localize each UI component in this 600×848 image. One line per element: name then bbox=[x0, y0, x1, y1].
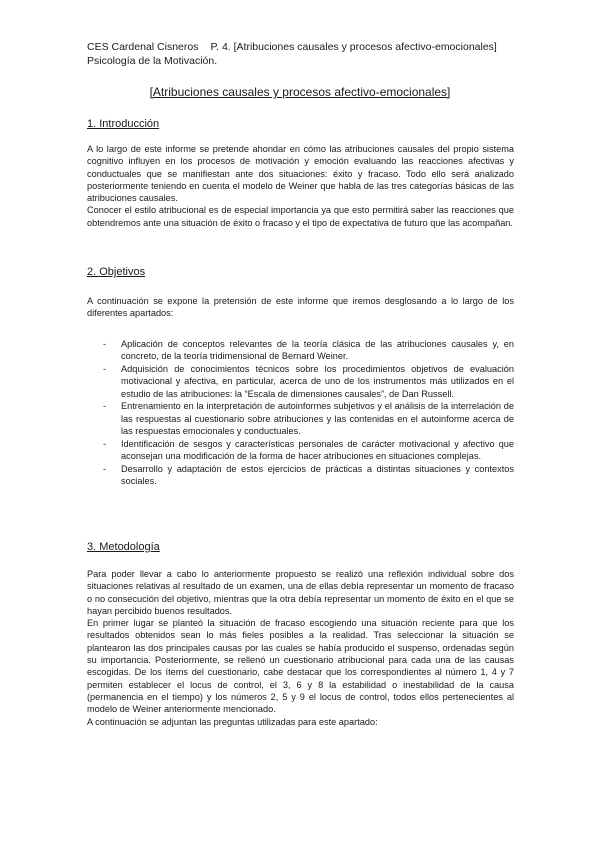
objectives-list bbox=[103, 338, 514, 488]
section-heading-methodology: 3. Metodología bbox=[87, 541, 160, 553]
methodology-paragraph-1: Para poder llevar a cabo lo anteriormente propuesto se realizó una reflexión individual sobre dos situaciones relativas al resultado de un examen, una de ellas debía representar un momento de fracaso o no consecución del objetivo, mientras que la otra debía representar un momento de éxito en el que se hayan percibido buenos resultados. bbox=[87, 569, 514, 616]
methodology-paragraph-3: A continuación se adjuntan las preguntas utilizadas para este apartado: bbox=[87, 716, 378, 727]
document-title: [Atribuciones causales y procesos afectivo-emocionales] bbox=[149, 85, 451, 99]
intro-paragraph-1-block bbox=[87, 143, 514, 229]
list-item bbox=[103, 438, 514, 463]
bullet-dash: - bbox=[103, 438, 107, 449]
section-heading-introduction: 1. Introducción bbox=[87, 118, 160, 130]
objectives-intro-block bbox=[87, 295, 514, 320]
section-objectives bbox=[87, 266, 514, 278]
bullet-dash: - bbox=[103, 401, 107, 412]
methodology-paragraph-2: En primer lugar se planteó la situación de fracaso escogiendo una situación reciente para que los resultados obtenidos sean lo más fieles posibles a la realidad. Tras seleccionar la situación se plantearon las dos principales causas por las cuales se había producido el suspenso, ordenadas según su importancia. Posteriormente, se rellenó un cuestionario atribucional para cada una de las causas escogidas. De los ítems del cuestionario, cabe destacar que los correspondientes al número 1, 4 y 7 permiten establecer el locus de control, el 3, 6 y 8 la estabilidad o inestabilidad de la causa (permanencia en el tiempo) y los números 2, 5 y 9 el locus de control, todos ellos pertenecientes al modelo de Weiner anteriormente mencionado. bbox=[87, 618, 514, 715]
list-item-text: Identificación de sesgos y características personales de carácter motivacional y afectivo que aconsejan una modificación de la forma de hacer atribuciones en situaciones complejas. bbox=[121, 438, 514, 462]
header-institution: CES Cardenal Cisneros bbox=[87, 41, 199, 53]
header-practice: P. 4. [Atribuciones causales y procesos afectivo-emocionales] bbox=[210, 41, 497, 53]
list-item bbox=[103, 338, 514, 363]
methodology-body bbox=[87, 568, 514, 728]
header-line-1 bbox=[87, 40, 497, 54]
intro-paragraph-1: A lo largo de este informe se pretende ahondar en cómo las atribuciones causales del propio sistema cognitivo influyen en los procesos de motivación y emoción evaluando las reacciones afectivas y conductuales que se manifiestan ante dos situaciones: éxito y fracaso. Todo ello será analizado posteriormente teniendo en cuenta el modelo de Weiner que habla de las tres categorías básicas de las atribuciones causales. bbox=[87, 144, 514, 204]
objectives-paragraph: A continuación se expone la pretensión de este informe que iremos desglosando a lo largo de los diferentes apartados: bbox=[87, 296, 514, 319]
section-methodology bbox=[87, 541, 514, 553]
bullet-dash: - bbox=[103, 463, 107, 474]
section-introduction bbox=[87, 118, 514, 130]
header-subject: Psicología de la Motivación. bbox=[87, 55, 218, 67]
page-header bbox=[87, 40, 497, 68]
list-item bbox=[103, 363, 514, 400]
list-item-text: Desarrollo y adaptación de estos ejercicios de prácticas a distintas situaciones y contextos sociales. bbox=[121, 463, 514, 487]
list-item-text: Entrenamiento en la interpretación de autoinformes subjetivos y el análisis de la interrelación de las respuestas al cuestionario sobre atribuciones y las contenidas en el autoinforme acerca de las respuestas emocionales y conductuales. bbox=[121, 401, 514, 437]
list-item-text: Aplicación de conceptos relevantes de la teoría clásica de las atribuciones causales y, en concreto, de la teoría tridimensional de Bernard Weiner. bbox=[121, 339, 514, 362]
list-item-text: Adquisición de conocimientos técnicos sobre los procedimientos objetivos de evaluación motivacional y afectiva, en particular, acerca de uno de los instrumentos más utilizados en el estudio de las atribuciones: la “Escala de dimensiones causales”, de Dan Russell. bbox=[121, 364, 514, 399]
intro-paragraph-2: Conocer el estilo atribucional es de especial importancia ya que esto permitirá saber las reacciones que obtendremos ante una situación de éxito o fracaso y el tipo de expectativa de futuro que las acompañan. bbox=[87, 205, 514, 228]
section-heading-objectives: 2. Objetivos bbox=[87, 266, 146, 278]
list-item bbox=[103, 463, 514, 488]
bullet-dash: - bbox=[103, 339, 107, 349]
list-item bbox=[103, 400, 514, 437]
bullet-dash: - bbox=[103, 364, 107, 375]
